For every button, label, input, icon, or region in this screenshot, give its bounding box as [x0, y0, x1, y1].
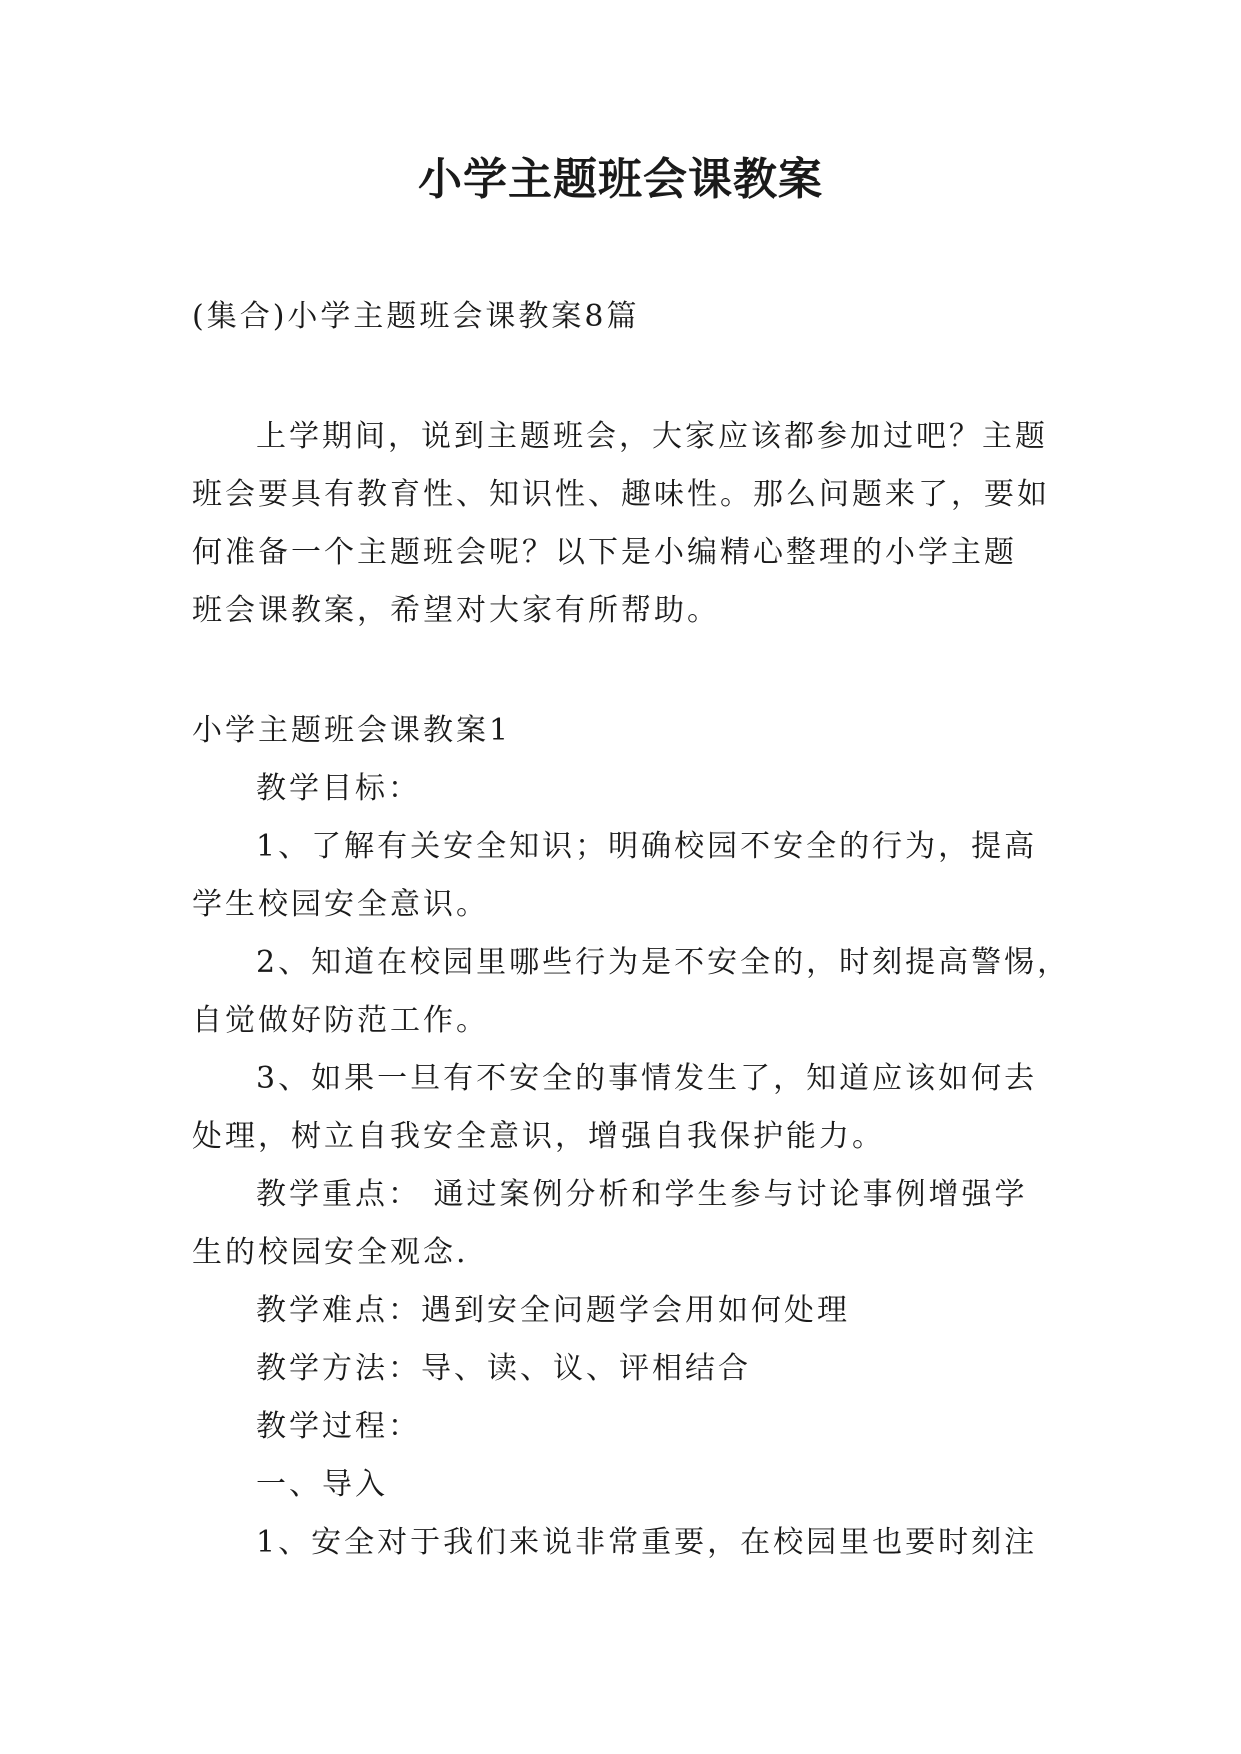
goal-item-2 — [192, 934, 1071, 1050]
goal-line: 1、了解有关安全知识；明确校园不安全的行为，提高 — [256, 829, 1038, 864]
document-subtitle: (集合)小学主题班会课教案8篇 — [192, 299, 640, 334]
key-point-line: 教学重点： 通过案例分析和学生参与讨论事例增强学 — [256, 1177, 1028, 1212]
difficult-point: 教学难点：遇到安全问题学会用如何处理 — [256, 1293, 850, 1328]
intro-line: 上学期间，说到主题班会，大家应该都参加过吧？主题 — [256, 419, 1048, 454]
document-title: 小学主题班会课教案 — [418, 154, 823, 205]
teaching-goal-label: 教学目标： — [256, 771, 421, 806]
goal-item-3 — [192, 1050, 1058, 1166]
section-heading: 小学主题班会课教案1 — [192, 713, 512, 748]
goal-line: 自觉做好防范工作。 — [192, 1003, 489, 1038]
goal-item-1 — [192, 818, 1058, 934]
spacer — [192, 346, 1058, 408]
process-label: 教学过程： — [256, 1409, 421, 1444]
step-1-label: 一、导入 — [256, 1467, 388, 1502]
step-1-item-1: 1、安全对于我们来说非常重要，在校园里也要时刻注 — [256, 1525, 1038, 1560]
key-point — [192, 1166, 1058, 1282]
goal-line: 2、知道在校园里哪些行为是不安全的，时刻提高警惕， — [256, 945, 1071, 980]
intro-line: 班会课教案，希望对大家有所帮助。 — [192, 593, 720, 628]
document-body — [192, 288, 1071, 1572]
intro-line: 何准备一个主题班会呢？以下是小编精心整理的小学主题 — [192, 535, 1017, 570]
intro-line: 班会要具有教育性、知识性、趣味性。那么问题来了，要如 — [192, 477, 1050, 512]
goal-line: 处理，树立自我安全意识，增强自我保护能力。 — [192, 1119, 885, 1154]
spacer — [192, 640, 1058, 702]
goal-line: 学生校园安全意识。 — [192, 887, 489, 922]
intro-paragraph — [192, 408, 1058, 640]
key-point-line: 生的校园安全观念. — [192, 1235, 469, 1270]
goal-line: 3、如果一旦有不安全的事情发生了，知道应该如何去 — [256, 1061, 1038, 1096]
teaching-method: 教学方法：导、读、议、评相结合 — [256, 1351, 751, 1386]
